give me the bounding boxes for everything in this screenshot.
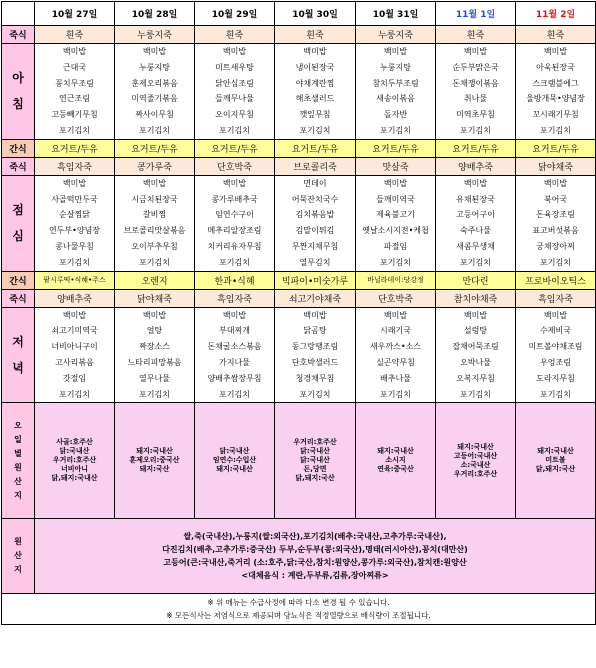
label-char: 원 (14, 537, 22, 547)
menu-line: 꼬시래기무침 (532, 110, 579, 120)
porridge-breakfast-row-cell: 누룽지죽 (356, 26, 436, 44)
menu-line: 연근조림 (59, 94, 90, 104)
porridge-breakfast-row (2, 26, 596, 44)
menu-line: 백미밥 (463, 178, 488, 188)
menu-line: 참치두부조림 (372, 78, 419, 88)
snack-am-row-cell: 요거트/두유 (516, 139, 596, 157)
menu-line: 백미밥 (62, 47, 87, 56)
weekly-menu-table (1, 1, 596, 625)
menu-line: 고사리볶음 (55, 357, 94, 367)
porridge-dinner-row-label: 죽식 (2, 289, 35, 307)
porridge-lunch-row-cell: 맛살죽 (356, 157, 436, 175)
porridge-dinner-row-cell: 양배추죽 (35, 289, 115, 307)
origin-cell (516, 403, 596, 519)
menu-line: 설렁탕 (463, 326, 488, 336)
label-char: 아 (12, 71, 24, 86)
origin-row (2, 403, 596, 519)
menu-line: 동그랑땡조림 (291, 342, 339, 352)
menu-line: 오박나물 (460, 357, 491, 367)
menu-line: 포기김치 (540, 125, 571, 135)
snack-pm-row-cell: 프로바이오틱스 (516, 271, 596, 289)
menu-line: 옛날소시지전•케첩 (362, 226, 429, 236)
menu-line: 포기김치 (460, 389, 491, 399)
menu-line: 돼지:국내산 (377, 447, 414, 456)
lunch-cell (275, 175, 356, 271)
menu-line: 메추리알장조림 (207, 226, 262, 236)
origin-cell (356, 403, 436, 519)
snack-pm-row-cell: 한과•식혜 (195, 271, 275, 289)
label-char: 심 (12, 229, 24, 244)
menu-line: 포기김치 (460, 257, 491, 267)
menu-line: 콩가루배추국 (211, 194, 258, 204)
label-char: 침 (12, 97, 24, 112)
menu-line: <대체음식 : 계란,두부류,김류,장아찌류> (241, 571, 389, 581)
snack-am-row-cell: 요거트/두유 (436, 139, 516, 157)
menu-line: 누룽지탕 (380, 62, 411, 72)
menu-line: 포기김치 (299, 125, 331, 135)
menu-line: 포기김치 (460, 125, 491, 135)
porridge-lunch-row-cell: 양배추죽 (436, 157, 516, 175)
menu-line: 쇠고기미역국 (51, 326, 98, 336)
snack-pm-row (2, 271, 596, 289)
menu-line: 돼지:국산 (139, 465, 170, 474)
menu-line: 어묵잔치국수 (291, 194, 339, 204)
porridge-dinner-row-cell: 참치야채죽 (436, 289, 516, 307)
lunch-cell (516, 175, 596, 271)
dinner-cell (195, 307, 275, 403)
menu-line: 포기김치 (380, 125, 411, 135)
menu-line: 숙주나물 (460, 226, 491, 236)
porridge-breakfast-row-cell: 누룽지죽 (115, 26, 195, 44)
day-header: 10월 28일 (115, 2, 195, 26)
menu-line: 포기김치 (219, 389, 250, 399)
porridge-lunch-row-cell: 닭야채죽 (516, 157, 596, 175)
menu-line: 유채된장국 (456, 194, 495, 204)
menu-line: 닭,돼지:국산 (295, 474, 335, 483)
menu-line: 청경채무침 (295, 373, 335, 383)
menu-line: 닭안심조림 (215, 78, 254, 88)
menu-line: 우거리:호주산 (453, 469, 498, 478)
dinner-cell (436, 307, 516, 403)
menu-line: 포기김치 (299, 389, 331, 399)
menu-line: 닭:국내산 (59, 447, 90, 456)
menu-line: 백미밥 (222, 178, 247, 188)
menu-line: 돼지:국내산 (537, 447, 574, 456)
lunch-cell (436, 175, 516, 271)
snack-pm-row-cell: 팥시루떡•식혜•주스 (35, 271, 115, 289)
menu-line: 돌자반 (383, 110, 408, 120)
menu-line: 백미밥 (222, 310, 247, 320)
snack-am-row-label: 간식 (2, 139, 35, 157)
day-header: 10월 27일 (35, 2, 115, 26)
menu-line: 무짠지채무침 (291, 241, 339, 251)
porridge-dinner-row (2, 289, 596, 307)
menu-line: 짜장소스 (139, 342, 170, 352)
menu-line: 오복지무침 (456, 373, 495, 383)
menu-line: 새우까스•소스 (369, 342, 422, 352)
menu-line: 누룽지탕 (139, 62, 170, 72)
menu-line: 표고버섯볶음 (532, 226, 579, 236)
menu-line: 쌀,죽(국내산),누룽지(쌀:외국산),포기김치(배추:국내산,고추가루:국내산), (183, 532, 447, 542)
dinner-cell (356, 307, 436, 403)
menu-line: 백미밥 (463, 47, 488, 56)
breakfast-cell (35, 44, 115, 140)
label-char: 원 (14, 462, 22, 472)
lunch-cell (35, 175, 115, 271)
menu-line: 닭,돼지:국내산 (51, 474, 98, 483)
menu-line: 다진김치(배추,고추가루:중국산) 두부,순두부(콩:외국산),명태(러시아산),꽁치(대만산) (162, 545, 468, 555)
menu-line: 치커리유자무침 (207, 241, 262, 251)
menu-line: 오이지무침 (215, 110, 254, 120)
menu-line: 미트새우탕 (215, 62, 254, 72)
porridge-dinner-row-cell: 쇠고기야채죽 (275, 289, 356, 307)
menu-line: 열무김치 (299, 257, 331, 267)
menu-line: 포기김치 (139, 389, 170, 399)
breakfast-cell (275, 44, 356, 140)
menu-line: 스크램블에그 (532, 78, 579, 88)
breakfast-cell (356, 44, 436, 140)
menu-line: 백미밥 (303, 47, 327, 56)
menu-line: 포기김치 (59, 257, 90, 267)
porridge-breakfast-row-cell: 흰죽 (35, 26, 115, 44)
day-header: 11월 2일 (516, 2, 596, 26)
menu-line: 김치볶음밥 (295, 210, 335, 220)
dinner-cell (35, 307, 115, 403)
menu-line: 파절임 (383, 241, 408, 251)
menu-line: 사골:호주산 (56, 438, 93, 447)
menu-line: 돼지:국내산 (216, 465, 253, 474)
porridge-breakfast-row-cell: 흰죽 (436, 26, 516, 44)
menu-line: 포기김치 (59, 389, 90, 399)
menu-line: 포기김치 (59, 125, 90, 135)
label-char: 오 (14, 420, 22, 430)
menu-line: 콩나물무침 (55, 241, 94, 251)
snack-am-row-cell: 요거트/두유 (275, 139, 356, 157)
lunch-cell (195, 175, 275, 271)
menu-line: 미역줄기볶음 (131, 94, 178, 104)
breakfast-cell (516, 44, 596, 140)
porridge-lunch-row-cell: 콩가루죽 (115, 157, 195, 175)
menu-line: 훈제오리:중국산 (129, 456, 180, 465)
menu-line: 임연수구이 (215, 210, 254, 220)
corner-cell (2, 2, 35, 26)
menu-line: 백미밥 (303, 310, 327, 320)
menu-line: 포기김치 (540, 257, 571, 267)
snack-am-row (2, 139, 596, 157)
notes-cell (2, 594, 596, 625)
menu-line: 단호박샐러드 (291, 357, 339, 367)
label-char: 산 (14, 551, 22, 561)
notes-row (2, 594, 596, 625)
menu-line: 순살찜닭 (59, 210, 90, 220)
menu-line: 포기김치 (139, 125, 170, 135)
porridge-lunch-row-cell: 브로콜리죽 (275, 157, 356, 175)
menu-line: 냉이된장국 (295, 62, 335, 72)
menu-line: 꽁치무조림 (55, 78, 94, 88)
menu-line: 고등빼기무침 (51, 110, 98, 120)
snack-am-row-cell: 요거트/두유 (35, 139, 115, 157)
menu-line: 백미밥 (543, 178, 568, 188)
menu-line: 미트볼야채조림 (528, 342, 583, 352)
menu-line: 훈제오리볶음 (131, 78, 178, 88)
menu-line: 갓절임 (62, 373, 87, 383)
snack-pm-row-cell: 바닐라데이:당강정 (356, 271, 436, 289)
label-char: 점 (12, 203, 24, 218)
menu-line: 수제비국 (540, 326, 571, 336)
menu-line: ※ 위 메뉴는 수급사정에 따라 다소 변경 될 수 있습니다. (207, 598, 390, 608)
dinner-cell (516, 307, 596, 403)
menu-line: 사골떡만두국 (51, 194, 98, 204)
menu-line: 포기김치 (219, 257, 250, 267)
menu-line: 미역초무침 (456, 110, 495, 120)
origin-cell (195, 403, 275, 519)
menu-line: 느타리피망볶음 (127, 357, 182, 367)
breakfast-cell (436, 44, 516, 140)
breakfast-cell (115, 44, 195, 140)
porridge-dinner-row-cell: 흑임자죽 (195, 289, 275, 307)
label-char: 지 (14, 565, 22, 575)
menu-line: 포기김치 (139, 257, 170, 267)
day-header: 10월 30일 (275, 2, 356, 26)
menu-line: 가지나물 (219, 357, 250, 367)
menu-line: 브로콜리맛살볶음 (123, 226, 186, 236)
label-char: 별 (14, 448, 22, 458)
menu-line: 배추나물 (380, 373, 411, 383)
menu-line: 근대국 (62, 62, 87, 72)
porridge-lunch-row (2, 157, 596, 175)
menu-line: 소시지 (385, 456, 406, 465)
porridge-dinner-row-cell: 단호박죽 (356, 289, 436, 307)
menu-line: 고등어:국내산 (453, 451, 498, 460)
snack-pm-row-cell: 오렌지 (115, 271, 195, 289)
origin-total-row (2, 519, 596, 594)
origin-cell (35, 403, 115, 519)
menu-line: 고등어(큰:국내산,죽거리 (소:호주,닭:국산,참치:원양산,콩가루:외국산),참치캔:원양산 (163, 558, 467, 568)
origin-cell (115, 403, 195, 519)
porridge-breakfast-row-cell: 흰죽 (275, 26, 356, 44)
menu-line: 들깨무나물 (215, 94, 254, 104)
dinner-label (2, 307, 35, 403)
menu-line: 깻잎무침 (299, 110, 331, 120)
breakfast-cell (195, 44, 275, 140)
menu-line: 김말이튀김 (295, 226, 335, 236)
menu-line: 고등어구이 (456, 210, 495, 220)
menu-body (2, 2, 596, 625)
menu-line: 순두부맑은국 (452, 62, 499, 72)
menu-line: 포기김치 (380, 389, 411, 399)
porridge-breakfast-row-label: 죽식 (2, 26, 35, 44)
menu-line: 닭곰탕 (303, 326, 327, 336)
snack-pm-row-label: 간식 (2, 271, 35, 289)
menu-line: 들깨미역국 (376, 194, 415, 204)
menu-line: 해초샐러드 (295, 94, 335, 104)
menu-line: 짜사이무침 (135, 110, 174, 120)
menu-line: 백미밥 (62, 310, 87, 320)
origin-label (2, 403, 35, 519)
menu-line: 새송이볶음 (376, 94, 415, 104)
menu-line: 포기김치 (540, 389, 571, 399)
label-char: 산 (14, 476, 22, 486)
menu-line: 너비아니구이 (51, 342, 98, 352)
porridge-lunch-row-cell: 흑임자죽 (35, 157, 115, 175)
menu-line: 궁채장아찌 (536, 241, 575, 251)
menu-line: 야채계란찜 (295, 78, 335, 88)
dinner-cell (115, 307, 195, 403)
menu-line: 너비아니 (60, 465, 89, 474)
porridge-breakfast-row-cell: 흰죽 (195, 26, 275, 44)
menu-line: 양배추쌈장무침 (207, 373, 262, 383)
day-header: 11월 1일 (436, 2, 516, 26)
menu-line: 도라지무침 (536, 373, 575, 383)
label-char: 녁 (12, 360, 24, 375)
menu-line: 새콤무생채 (456, 241, 495, 251)
menu-line: 돼지:국내산 (457, 442, 494, 451)
snack-am-row-cell: 요거트/두유 (115, 139, 195, 157)
menu-line: 열무나물 (139, 373, 170, 383)
menu-line: 연육:중국산 (377, 465, 414, 474)
menu-line: 백미밥 (383, 47, 408, 56)
menu-line: 돈,당면 (303, 465, 327, 474)
menu-line: 돈채쟁이볶음 (452, 78, 499, 88)
menu-line: 연두부•양념장 (48, 226, 101, 236)
origin_total-label (2, 519, 35, 594)
label-char: 저 (12, 334, 24, 349)
porridge-dinner-row-cell: 흑임자죽 (516, 289, 596, 307)
menu-line: 임연수:수입산 (212, 456, 257, 465)
menu-line: 잡채어묵조림 (452, 342, 499, 352)
day-header: 10월 29일 (195, 2, 275, 26)
menu-line: 돼지:국내산 (136, 447, 173, 456)
lunch-cell (115, 175, 195, 271)
menu-line: 백미밥 (383, 178, 408, 188)
menu-line: 얼탕 (146, 326, 163, 336)
porridge-breakfast-row-cell: 흰죽 (516, 26, 596, 44)
dinner-row (2, 307, 596, 403)
menu-line: 백미밥 (543, 310, 568, 320)
menu-line: 돈육장조림 (536, 210, 575, 220)
dinner-cell (275, 307, 356, 403)
menu-line: 아욱된장국 (536, 62, 575, 72)
snack-pm-row-cell: 빅파이•미숫가루 (275, 271, 356, 289)
menu-line: 취나물 (463, 94, 488, 104)
menu-line: 포기김치 (380, 257, 411, 267)
menu-line: 돈채굴소스볶음 (207, 342, 262, 352)
menu-line: 미트볼 (545, 456, 566, 465)
menu-line: 갈비찜 (142, 210, 167, 220)
menu-line: 오이부추무침 (131, 241, 178, 251)
menu-line: 시금치된장국 (131, 194, 178, 204)
menu-line: 우거리:호주산 (52, 456, 97, 465)
menu-line: 부대찌개 (219, 326, 250, 336)
menu-line: 백미밥 (222, 47, 247, 56)
day-header: 10월 31일 (356, 2, 436, 26)
snack-pm-row-cell: 만다린 (436, 271, 516, 289)
menu-line: 우거리:호주산 (293, 438, 337, 447)
menu-line: 백미밥 (142, 310, 167, 320)
menu-line: 닭:국내산 (219, 447, 250, 456)
menu-line: 백미밥 (142, 47, 167, 56)
menu-line: 북어국 (543, 194, 568, 204)
menu-line: 울방개묵•양념장 (526, 94, 585, 104)
lunch-label (2, 175, 35, 271)
porridge-lunch-row-cell: 단호박죽 (195, 157, 275, 175)
menu-line: 포기김치 (219, 125, 250, 135)
day-header-row (2, 2, 596, 26)
menu-line: 닭,돼지:국산 (535, 465, 576, 474)
menu-line: 백미밥 (62, 178, 87, 188)
menu-line: 닭:국내산 (300, 447, 330, 456)
origin-total-cell (35, 519, 596, 594)
origin-cell (275, 403, 356, 519)
label-char: 지 (14, 490, 22, 500)
menu-line: 실곤약무침 (376, 357, 415, 367)
menu-line: 백미밥 (383, 310, 408, 320)
menu-line: 소:국내산 (460, 460, 491, 469)
menu-line: 백미밥 (463, 310, 488, 320)
menu-line: 면데이 (303, 178, 327, 188)
menu-line: 제육불고기 (376, 210, 415, 220)
lunch-cell (356, 175, 436, 271)
menu-line: 닭:국내산 (300, 456, 330, 465)
origin-cell (436, 403, 516, 519)
porridge-lunch-row-label: 죽식 (2, 157, 35, 175)
lunch-row (2, 175, 596, 271)
porridge-dinner-row-cell: 닭야채죽 (115, 289, 195, 307)
menu-line: 시래기국 (380, 326, 411, 336)
snack-am-row-cell: 요거트/두유 (195, 139, 275, 157)
breakfast-row (2, 44, 596, 140)
menu-line: 백미밥 (142, 178, 167, 188)
menu-line: 우엉조림 (540, 357, 571, 367)
menu-line: 백미밥 (543, 47, 568, 56)
snack-am-row-cell: 요거트/두유 (356, 139, 436, 157)
menu-line: ※ 모든식사는 저염식으로 제공되며 당뇨식은 적정열량으로 배식량이 조절됩니다. (166, 611, 431, 621)
label-char: 일 (14, 434, 22, 444)
breakfast-label (2, 44, 35, 140)
